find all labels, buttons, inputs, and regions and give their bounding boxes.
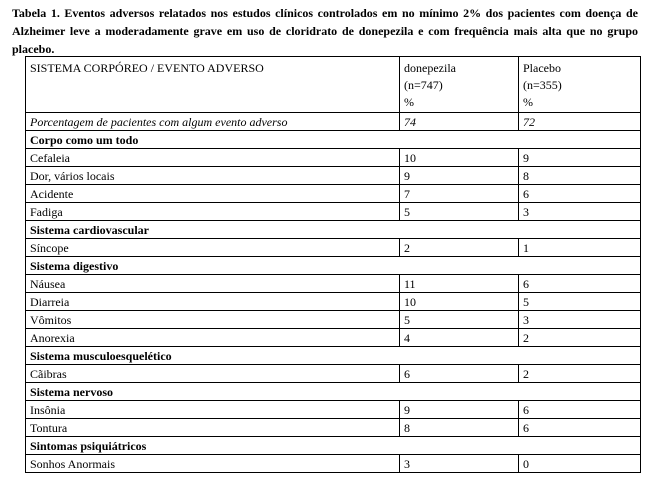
- summary-placebo: 72: [519, 113, 641, 131]
- event-label: Vômitos: [26, 311, 400, 329]
- header-placebo-n: (n=355): [523, 78, 562, 92]
- table-row: [26, 239, 641, 257]
- event-label: Anorexia: [26, 329, 400, 347]
- event-label: Náusea: [26, 275, 400, 293]
- table-body: [26, 57, 641, 473]
- section-header-row: [26, 383, 641, 401]
- section-title: Sistema musculoesquelético: [26, 347, 641, 365]
- placebo-value: 5: [519, 293, 641, 311]
- table-row: [26, 329, 641, 347]
- header-placebo-unit: %: [523, 95, 533, 109]
- table-row: [26, 149, 641, 167]
- event-label: Sonhos Anormais: [26, 455, 400, 473]
- event-label: Cãibras: [26, 365, 400, 383]
- section-title: Sistema nervoso: [26, 383, 641, 401]
- header-system-event: [26, 57, 400, 113]
- placebo-value: 1: [519, 239, 641, 257]
- table-row: [26, 365, 641, 383]
- donepezila-value: 10: [400, 149, 519, 167]
- header-placebo: [519, 57, 641, 113]
- event-label: Cefaleia: [26, 149, 400, 167]
- table-row: [26, 185, 641, 203]
- section-header-row: [26, 221, 641, 239]
- table-row: [26, 203, 641, 221]
- event-label: Insônia: [26, 401, 400, 419]
- summary-row: [26, 113, 641, 131]
- placebo-value: 6: [519, 401, 641, 419]
- donepezila-value: 5: [400, 311, 519, 329]
- event-label: Dor, vários locais: [26, 167, 400, 185]
- table-caption: Tabela 1. Eventos adversos relatados nos estudos clínicos controlados em no mínimo 2% dos pacientes com doença de Alzheimer leve a moderadamente grave em uso de cloridrato de donepezila e com frequência mais alta que no grupo placebo.: [12, 6, 638, 56]
- header-donepezila-unit: %: [404, 95, 414, 109]
- placebo-value: 6: [519, 419, 641, 437]
- placebo-value: 2: [519, 365, 641, 383]
- section-title: Sistema digestivo: [26, 257, 641, 275]
- table-row: [26, 401, 641, 419]
- header-placebo-name: Placebo: [523, 61, 561, 75]
- donepezila-value: 7: [400, 185, 519, 203]
- placebo-value: 2: [519, 329, 641, 347]
- placebo-value: 0: [519, 455, 641, 473]
- header-donepezila-name: donepezila: [404, 61, 456, 75]
- table-header-row: [26, 57, 641, 113]
- event-label: Acidente: [26, 185, 400, 203]
- placebo-value: 9: [519, 149, 641, 167]
- placebo-value: 3: [519, 203, 641, 221]
- donepezila-value: 10: [400, 293, 519, 311]
- placebo-value: 6: [519, 275, 641, 293]
- section-title: Corpo como um todo: [26, 131, 641, 149]
- donepezila-value: 8: [400, 419, 519, 437]
- placebo-value: 8: [519, 167, 641, 185]
- donepezila-value: 9: [400, 401, 519, 419]
- event-label: Diarreia: [26, 293, 400, 311]
- table-row: [26, 275, 641, 293]
- header-donepezila-n: (n=747): [404, 78, 443, 92]
- donepezila-value: 11: [400, 275, 519, 293]
- header-system-event-label: SISTEMA CORPÓREO / EVENTO ADVERSO: [30, 61, 264, 75]
- section-title: Sistema cardiovascular: [26, 221, 641, 239]
- donepezila-value: 9: [400, 167, 519, 185]
- table-row: [26, 311, 641, 329]
- table-row: [26, 455, 641, 473]
- placebo-value: 6: [519, 185, 641, 203]
- section-header-row: [26, 347, 641, 365]
- summary-label: Porcentagem de pacientes com algum evento adverso: [26, 113, 400, 131]
- donepezila-value: 5: [400, 203, 519, 221]
- event-label: Síncope: [26, 239, 400, 257]
- event-label: Fadiga: [26, 203, 400, 221]
- table-row: [26, 293, 641, 311]
- donepezila-value: 3: [400, 455, 519, 473]
- adverse-events-table: [25, 56, 641, 473]
- donepezila-value: 2: [400, 239, 519, 257]
- placebo-value: 3: [519, 311, 641, 329]
- section-header-row: [26, 437, 641, 455]
- section-header-row: [26, 131, 641, 149]
- summary-donepezila: 74: [400, 113, 519, 131]
- table-row: [26, 419, 641, 437]
- header-donepezila: [400, 57, 519, 113]
- section-title: Sintomas psiquiátricos: [26, 437, 641, 455]
- section-header-row: [26, 257, 641, 275]
- table-row: [26, 167, 641, 185]
- donepezila-value: 4: [400, 329, 519, 347]
- donepezila-value: 6: [400, 365, 519, 383]
- event-label: Tontura: [26, 419, 400, 437]
